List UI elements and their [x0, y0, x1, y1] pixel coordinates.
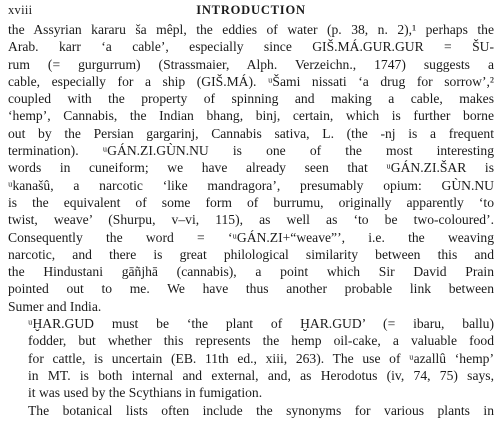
- text-line: ‘hemp’, Cannabis, the Indian bhang, binj, certain, which is further borne: [8, 108, 494, 124]
- text-line: rum (= gurgurrum) (Strassmaier, Alph. Verzeichn., 1747) suggests a: [8, 56, 494, 72]
- document-page: [8, 3, 494, 419]
- text-line: termination). ᵘGÁN.ZI.GÙN.NU is one of the most interesting: [8, 143, 494, 159]
- page-number: xviii: [8, 3, 33, 17]
- text-line: cable, especially for a ship (GIŠ.MÁ). ᵘŠami nissati ‘a drug for sorrow’,²: [8, 73, 494, 89]
- text-line: words in cuneiform; we have already seen that ᵘGÁN.ZI.ŠAR is: [8, 160, 494, 176]
- text-line: it was used by the Scythians in fumigation.: [28, 385, 263, 401]
- text-line: Consequently the word = ‘ᵘGÁN.ZI+“weave”’, i.e. the weaving: [8, 229, 494, 245]
- paragraph-2: [8, 315, 494, 401]
- paragraph-1: [8, 21, 494, 315]
- running-title: INTRODUCTION: [196, 3, 306, 17]
- text-line: The botanical lists often include the synonyms for various plants in: [28, 402, 494, 418]
- text-line: ᵘkanašû, a narcotic ‘like mandragora’, presumably opium: GÙN.NU: [8, 177, 494, 193]
- text-line: narcotic, and there is great philological similarity between this and: [8, 246, 494, 262]
- text-line: out by the Persian gargarinj, Cannabis sativa, L. (the -nj is a frequent: [8, 125, 494, 141]
- text-line: twist, weave’ (Shurpu, v–vi, 115), as well as ‘to be two-coloured’.: [8, 212, 494, 228]
- text-line: in MT. is both internal and external, and, as Herodotus (iv, 74, 75) says,: [28, 367, 494, 383]
- page-header: [8, 3, 494, 21]
- text-line: coupled with the property of spinning and making a cable, makes: [8, 91, 494, 107]
- text-line: is the equivalent of some form of burrumu, originally apparently ‘to: [8, 194, 494, 210]
- text-line: for cattle, is uncertain (EB. 11th ed., xiii, 263). The use of ᵘazallû ‘hemp’: [28, 350, 494, 366]
- paragraph-3: [8, 402, 494, 419]
- text-line: ᵘḪAR.GUD must be ‘the plant of ḪAR.GUD’ (= ibaru, ballu): [28, 316, 494, 332]
- text-line: fodder, but whether this represents the hemp oil-cake, a valuable food: [28, 333, 494, 349]
- text-line: pointed out to me. We have thus another probable link between: [8, 281, 494, 297]
- text-line: Sumer and India.: [8, 298, 102, 314]
- text-line: the Assyrian kararu ša mêpl, the eddies of water (p. 38, n. 2),¹ perhaps the: [8, 22, 494, 37]
- text-line: the Hindustani gāñjhā (cannabis), a point which Sir David Prain: [8, 264, 494, 280]
- text-line: Arab. karr ‘a cable’, especially since GIŠ.MÁ.GUR.GUR = ŠU-: [8, 39, 494, 55]
